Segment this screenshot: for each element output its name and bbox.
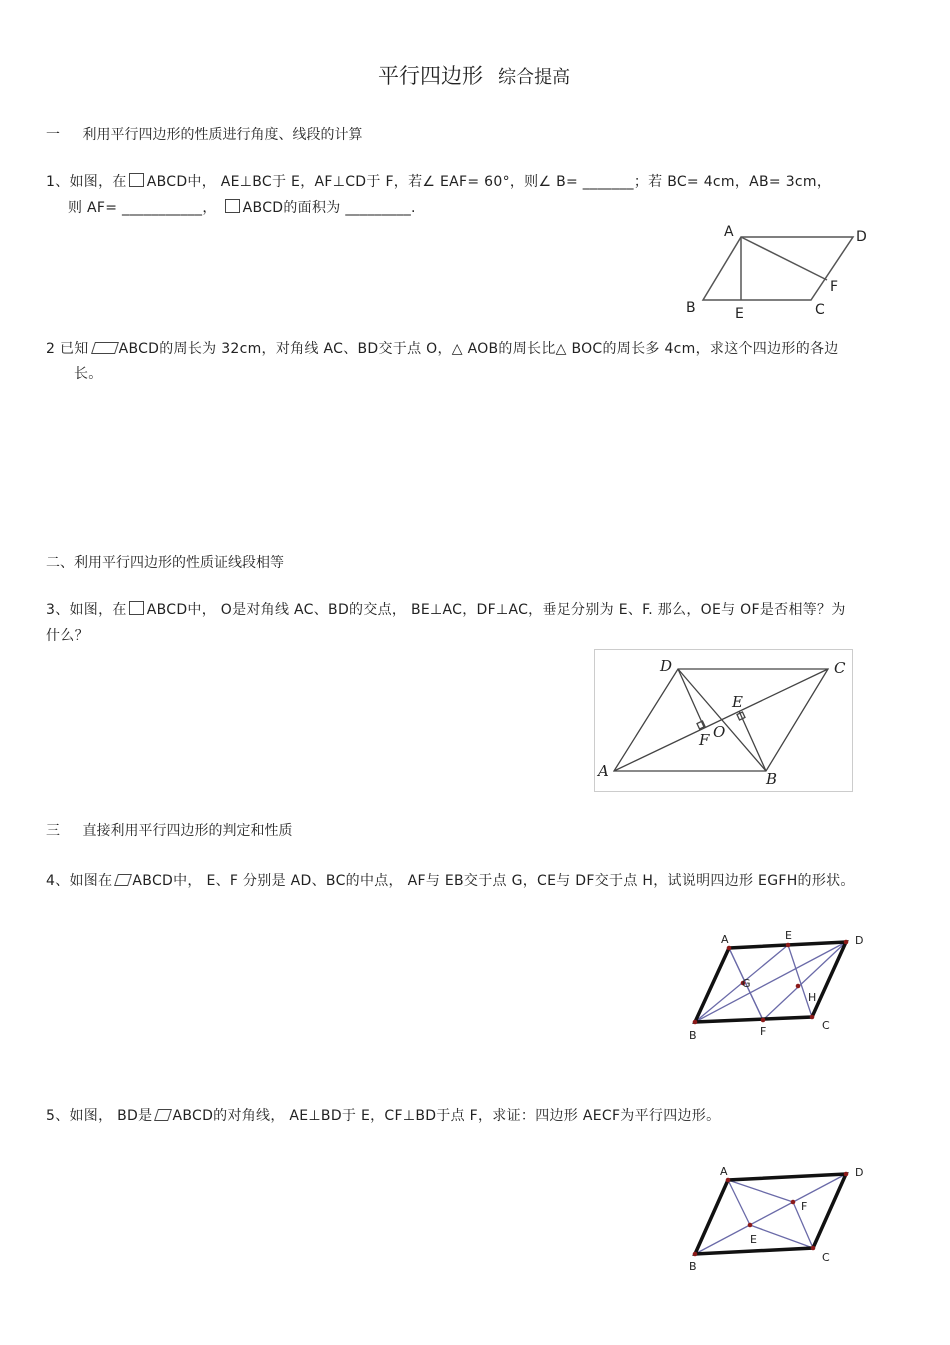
figure-3-label-h: H	[808, 991, 817, 1004]
question-4-line-1	[46, 870, 855, 890]
section-text: 直接利用平行四边形的判定和性质	[82, 823, 293, 839]
figure-4-label-c: C	[822, 1251, 830, 1264]
parallelogram-symbol-icon	[129, 601, 144, 615]
figure-2-label-e: E	[732, 693, 743, 711]
question-1-line-1	[46, 171, 831, 191]
parallelogram-symbol-icon	[114, 874, 132, 886]
question-3-text: ABCD中， O是对角线 AC、BD的交点， BE⊥AC，DF⊥AC，垂足分别为 E、F. 那么，OE与 OF是否相等？为	[146, 602, 846, 618]
question-2-line-1	[46, 338, 839, 358]
figure-3-label-g: G	[742, 977, 751, 990]
figure-2-label-a: A	[598, 762, 609, 780]
question-2-text: ABCD的周长为 32cm，对角线 AC、BD交于点 O，△ AOB的周长比△ BOC的周长多 4cm，求这个四边形的各边	[118, 341, 839, 357]
figure-1-label-d: D	[856, 229, 867, 245]
figure-3-label-f: F	[760, 1025, 767, 1038]
question-5-text: ABCD的对角线， AE⊥BD于 E，CF⊥BD于点 F，求证：四边形 AECF为平行四边形。	[172, 1108, 721, 1124]
figure-4-label-f: F	[801, 1200, 808, 1213]
page-title	[378, 60, 570, 90]
question-1-blank-area: ABCD的面积为 _________.	[242, 200, 416, 216]
figure-3-label-c: C	[822, 1019, 830, 1032]
question-1-prefix: 1、如图，在	[46, 174, 127, 190]
question-5-prefix: 5、如图， BD是	[46, 1108, 153, 1124]
figure-1-label-c: C	[815, 302, 825, 318]
question-1-blank-af: 则 AF= ___________，	[68, 200, 217, 216]
figure-4-label-e: E	[750, 1233, 757, 1246]
figure-1-label-f: F	[830, 279, 839, 295]
question-2-line-2: 长。	[74, 366, 103, 382]
figure-2-label-o: O	[713, 723, 726, 741]
section-heading-1	[46, 124, 362, 144]
figure-2-label-c: C	[834, 659, 846, 677]
question-3-line-2: 什么？	[46, 628, 89, 644]
section-text: 利用平行四边形的性质证线段相等	[74, 555, 284, 571]
figure-3-label-b: B	[689, 1029, 697, 1042]
figure-3-label-d: D	[855, 934, 864, 947]
question-5-line-1	[46, 1105, 720, 1125]
figure-4-parallelogram	[680, 1158, 870, 1278]
parallelogram-symbol-icon	[225, 199, 240, 213]
parallelogram-symbol-icon	[155, 1109, 173, 1121]
question-2-prefix: 2 已知	[46, 341, 89, 357]
figure-3-parallelogram	[680, 925, 870, 1045]
figure-4-label-b: B	[689, 1260, 697, 1273]
figure-1-label-b: B	[686, 300, 696, 316]
parallelogram-symbol-icon	[129, 173, 144, 187]
section-number: 二、	[46, 555, 74, 571]
section-number: 一	[46, 127, 60, 143]
figure-2-label-f: F	[699, 731, 710, 749]
question-1-line-2	[68, 197, 416, 217]
figure-4-label-d: D	[855, 1166, 864, 1179]
section-heading-3	[46, 820, 292, 840]
question-1-text: ABCD中， AE⊥BC于 E，AF⊥CD于 F，若∠ EAF= 60°，则∠ B= _______；若 BC= 4cm，AB= 3cm，	[146, 174, 832, 190]
figure-2-parallelogram	[594, 649, 854, 792]
figure-1-label-e: E	[735, 306, 744, 322]
figure-1-parallelogram	[680, 220, 880, 325]
figure-2-label-d: D	[660, 657, 673, 675]
question-4-text: ABCD中， E、F 分别是 AD、BC的中点， AF与 EB交于点 G，CE与 DF交于点 H，试说明四边形 EGFH的形状。	[132, 873, 855, 889]
section-heading-2	[46, 552, 284, 572]
section-text: 利用平行四边形的性质进行角度、线段的计算	[82, 127, 363, 143]
figure-2-label-b: B	[766, 770, 778, 788]
question-3-prefix: 3、如图，在	[46, 602, 127, 618]
parallelogram-symbol-icon	[91, 342, 119, 354]
title-sub: 综合提高	[498, 67, 571, 88]
figure-1-label-a: A	[724, 224, 734, 240]
section-number: 三	[46, 823, 60, 839]
figure-3-label-e: E	[785, 929, 792, 942]
figure-4-label-a: A	[720, 1165, 728, 1178]
question-4-prefix: 4、如图在	[46, 873, 113, 889]
title-main: 平行四边形	[378, 64, 483, 88]
question-3-line-1	[46, 599, 846, 619]
figure-3-label-a: A	[721, 933, 729, 946]
